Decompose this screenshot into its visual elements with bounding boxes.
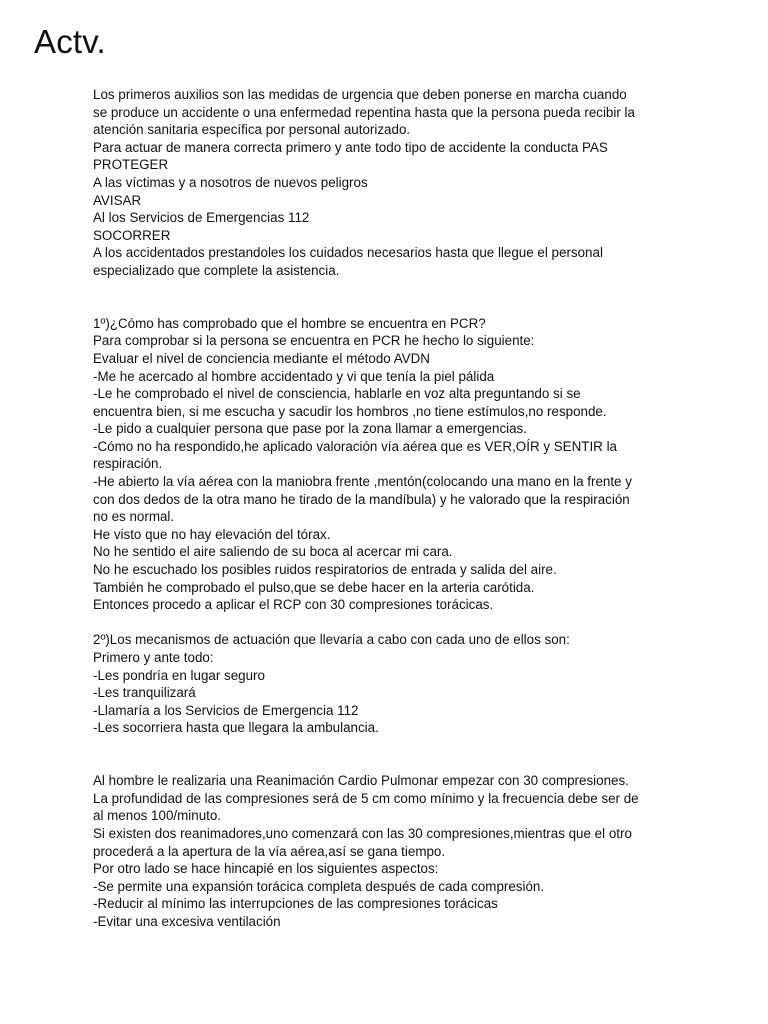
text-line: especializado que complete la asistencia. [93, 262, 340, 278]
text-line: Entonces procedo a aplicar el RCP con 30 compresiones torácicas. [93, 597, 494, 613]
document-body [93, 86, 733, 931]
text-line: SOCORRER [93, 227, 171, 243]
text-line: He visto que no hay elevación del tórax. [93, 526, 331, 542]
text-line: Si existen dos reanimadores,uno comenzará con las 30 compresiones,mientras que el otro [93, 825, 632, 841]
text-line: -Cómo no ha respondido,he aplicado valoración vía aérea que es VER,OÍR y SENTIR la [93, 438, 618, 454]
document-title: Actv. [34, 23, 106, 60]
text-line: -Le he comprobado el nivel de consciencia, hablarle en voz alta preguntando si se [93, 386, 581, 402]
text-line: -Les tranquilizará [93, 685, 196, 701]
blank-line [93, 614, 733, 632]
text-line: encuentra bien, si me escucha y sacudir los hombros ,no tiene estímulos,no responde. [93, 403, 607, 419]
text-line: Evaluar el nivel de conciencia mediante el método AVDN [93, 350, 430, 366]
text-line: al menos 100/minuto. [93, 808, 222, 824]
text-line: La profundidad de las compresiones será de 5 cm como mínimo y la frecuencia debe ser de [93, 790, 639, 806]
blank-line [93, 297, 733, 315]
text-line: Primero y ante todo: [93, 650, 214, 665]
text-line: 2º)Los mecanismos de actuación que llevaría a cabo con cada uno de ellos son: [93, 632, 570, 648]
blank-line [93, 755, 733, 773]
text-line: -Reducir al mínimo las interrupciones de las compresiones torácicas [93, 896, 498, 912]
text-line: Para actuar de manera correcta primero y ante todo tipo de accidente la conducta PAS [93, 139, 608, 155]
text-line: Para comprobar si la persona se encuentra en PCR he hecho lo siguiente: [93, 333, 535, 349]
text-line: respiración. [93, 456, 163, 472]
text-line: Al hombre le realizaria una Reanimación Cardio Pulmonar empezar con 30 compresiones. [93, 773, 629, 789]
text-line: Por otro lado se hace hincapié en los siguientes aspectos: [93, 861, 439, 877]
blank-line [93, 280, 733, 298]
text-line: no es normal. [93, 509, 175, 525]
text-line: procederá a la apertura de la vía aérea,así se gana tiempo. [93, 843, 446, 859]
text-line: atención sanitaria específica por personal autorizado. [93, 122, 411, 138]
text-line: También he comprobado el pulso,que se debe hacer en la arteria carótida. [93, 579, 535, 595]
text-line: AVISAR [93, 192, 142, 208]
text-line: -Les pondría en lugar seguro [93, 667, 265, 683]
text-line: -He abierto la vía aérea con la maniobra frente ,mentón(colocando una mano en la frente y [93, 474, 632, 490]
text-line: A las víctimas y a nosotros de nuevos peligros [93, 174, 368, 190]
text-line: 1º)¿Cómo has comprobado que el hombre se encuentra en PCR? [93, 315, 486, 331]
text-line: No he escuchado los posibles ruidos respiratorios de entrada y salida del aire. [93, 562, 557, 578]
text-line: PROTEGER [93, 157, 169, 173]
text-line: Al los Servicios de Emergencias 112 [93, 210, 310, 226]
text-line: A los accidentados prestandoles los cuidados necesarios hasta que llegue el personal [93, 245, 603, 261]
text-line: -Se permite una expansión torácica completa después de cada compresión. [93, 878, 545, 894]
text-line: -Llamaría a los Servicios de Emergencia 112 [93, 702, 359, 718]
text-line: -Me he acercado al hombre accidentado y vi que tenía la piel pálida [93, 368, 495, 384]
text-line: -Evitar una excesiva ventilación [93, 913, 281, 929]
text-line: -Les socorriera hasta que llegara la ambulancia. [93, 720, 379, 736]
text-line: se produce un accidente o una enfermedad repentina hasta que la persona pueda recibir la [93, 104, 635, 120]
text-line: No he sentido el aire saliendo de su boca al acercar mi cara. [93, 544, 453, 560]
text-line: con dos dedos de la otra mano he tirado de la mandíbula) y he valorado que la respiración [93, 491, 630, 507]
text-line: -Le pido a cualquier persona que pase por la zona llamar a emergencias. [93, 421, 527, 437]
text-line: Los primeros auxilios son las medidas de urgencia que deben ponerse en marcha cuando [93, 87, 627, 102]
blank-line [93, 737, 733, 755]
